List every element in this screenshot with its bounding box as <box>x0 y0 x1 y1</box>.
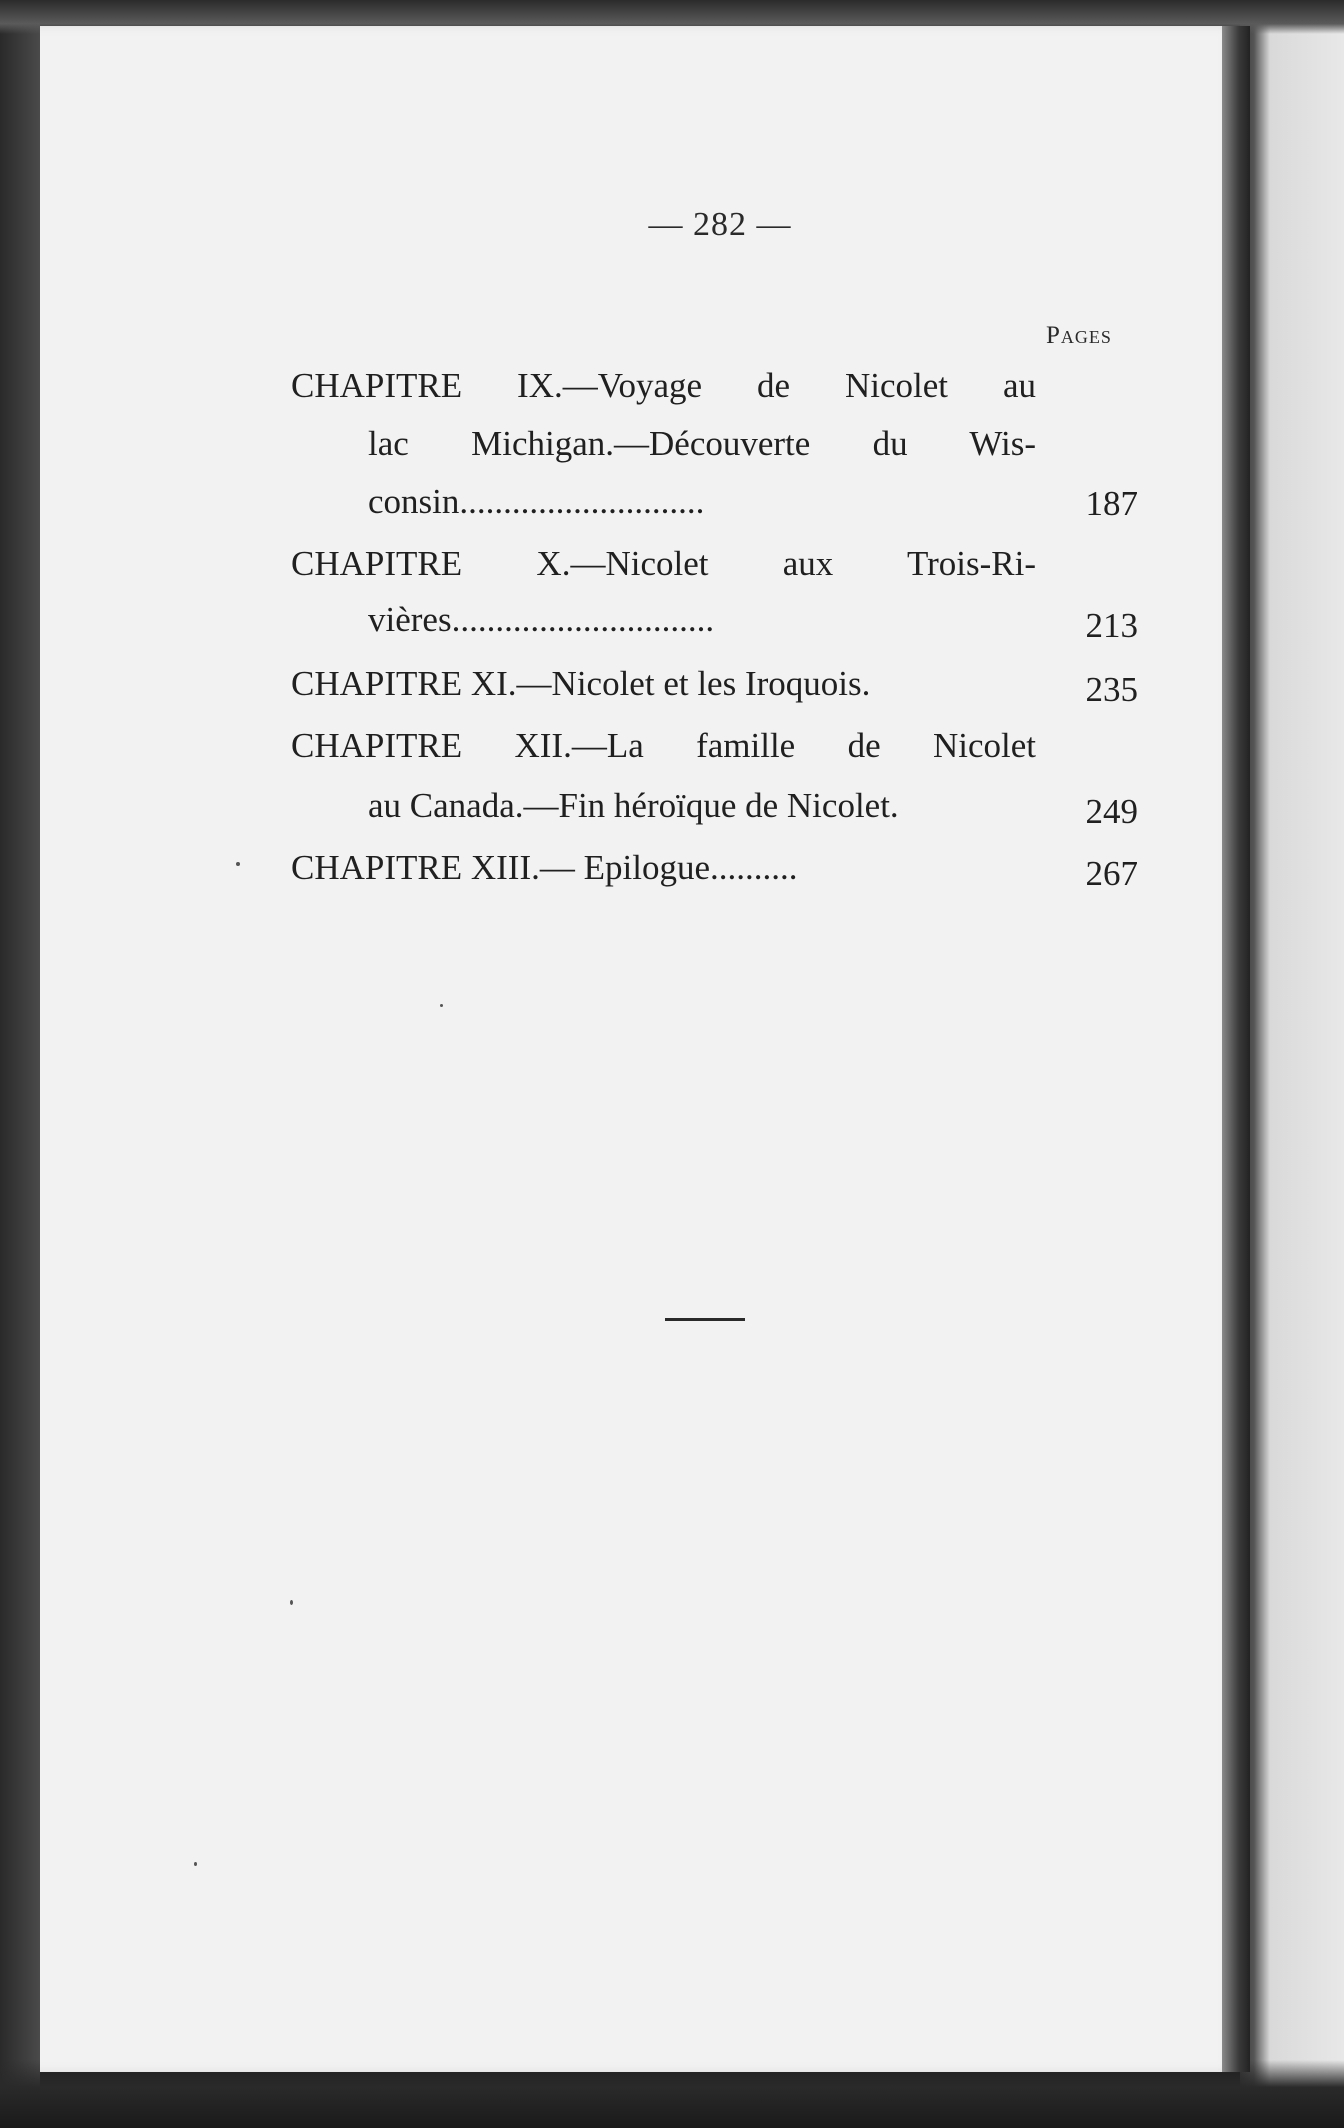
toc-entry-chapitre-x-line-2 <box>368 600 714 640</box>
toc-entry-chapitre-xii-line-2: au Canada.—Fin héroïque de Nicolet. <box>368 786 899 825</box>
toc-page-number: 235 <box>1085 670 1138 709</box>
toc-page-number: 187 <box>1085 484 1138 523</box>
pages-column-label: Pages <box>1046 322 1112 349</box>
paper-speck <box>440 1004 443 1007</box>
toc-entry-text: CHAPITRE XIII.— Epilogue <box>291 848 710 887</box>
paper-speck <box>290 1600 293 1605</box>
toc-page-number: 267 <box>1085 854 1138 893</box>
toc-entry-chapitre-ix-line-3 <box>368 482 704 522</box>
toc-entry-text: consin <box>368 482 460 521</box>
toc-entry-chapitre-x-line-1: CHAPITRE X.—Nicolet aux Trois-Ri- <box>291 544 1036 583</box>
leader-dots: .............................. <box>451 600 715 639</box>
toc-page-number: 249 <box>1085 792 1138 831</box>
adjacent-page <box>1240 0 1344 2128</box>
toc-entry-chapitre-xi-line-1: CHAPITRE XI.—Nicolet et les Iroquois. <box>291 664 871 703</box>
leader-dots: .......... <box>709 848 798 887</box>
toc-entry-chapitre-xiii-line-1 <box>291 848 797 888</box>
closing-rule <box>665 1318 745 1321</box>
toc-entry-chapitre-ix-line-1: CHAPITRE IX.—Voyage de Nicolet au <box>291 366 1036 405</box>
leader-dots: ............................ <box>459 482 705 521</box>
paper-speck <box>194 1862 197 1866</box>
toc-entry-chapitre-ix-line-2: lac Michigan.—Découverte du Wis- <box>368 424 1036 463</box>
scan-left-edge <box>0 0 40 2128</box>
toc-page-number: 213 <box>1085 606 1138 645</box>
toc-entry-text: vières <box>368 600 452 639</box>
page-number: — 282 — <box>648 206 792 243</box>
page-spine-shadow <box>1222 26 1250 2072</box>
toc-entry-chapitre-xii-line-1: CHAPITRE XII.—La famille de Nicolet <box>291 726 1036 765</box>
paper-speck <box>236 862 240 866</box>
